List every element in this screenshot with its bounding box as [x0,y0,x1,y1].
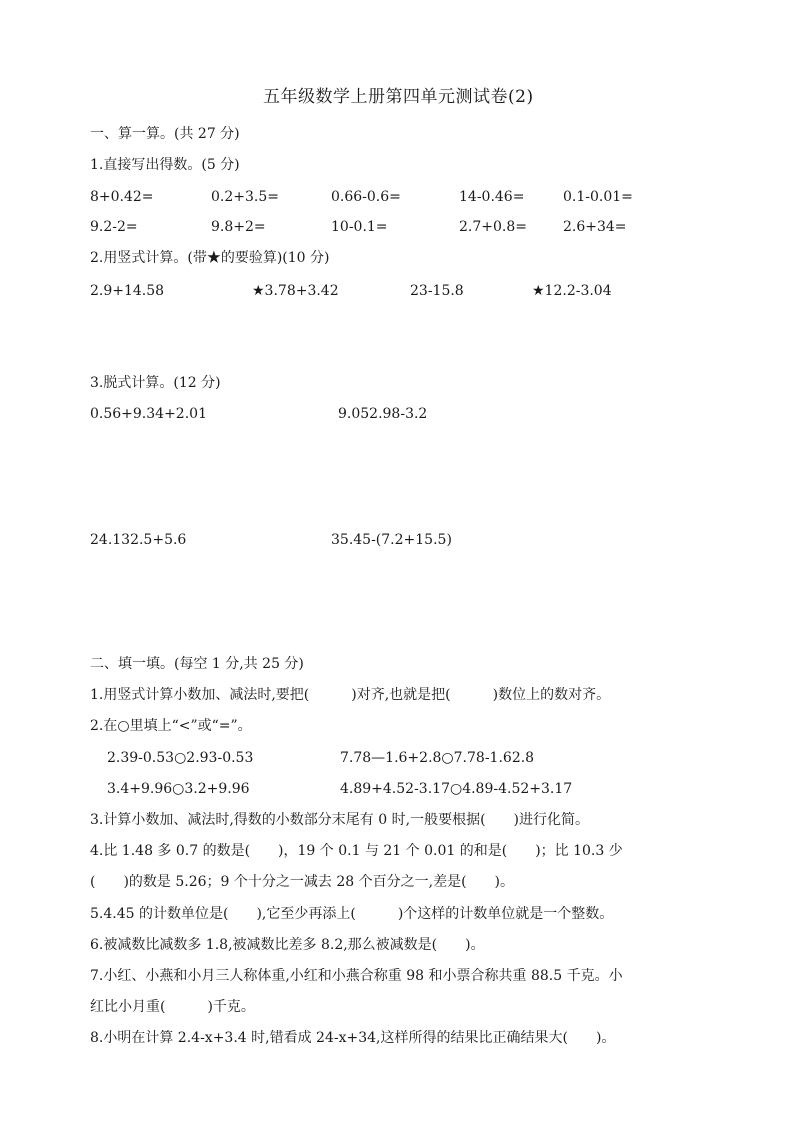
q2-heading: 2.用竖式计算。(带★的要验算)(10 分) [90,250,330,266]
compare-item: 4.89+4.52-3.17○4.89-4.52+3.17 [340,781,573,797]
q3-heading: 3.脱式计算。(12 分) [90,375,221,391]
fill-q4-line1: 4.比 1.48 多 0.7 的数是( )，19 个 0.1 与 21 个 0.01 的和是( )；比 10.3 少 [90,843,623,859]
fill-q5: 5.4.45 的计数单位是( ),它至少再添上( )个这样的计数单位就是一个整数。 [90,906,614,922]
fill-q8: 8.小明在计算 2.4-x+3.4 时,错看成 24-x+34,这样所得的结果比正确结果大( )。 [90,1030,616,1046]
oral-calc-item: 0.66-0.6= [331,189,401,205]
fill-q1: 1.用竖式计算小数加、减法时,要把( )对齐,也就是把( )数位上的数对齐。 [90,687,611,703]
fill-q6: 6.被减数比减数多 1.8,被减数比差多 8.2,那么被减数是( )。 [90,937,485,953]
compare-item: 3.4+9.96○3.2+9.96 [107,781,250,797]
vertical-calc-item: 23-15.8 [410,283,464,299]
vertical-calc-item: ★3.78+3.42 [252,283,339,299]
oral-calc-item: 2.6+34= [563,219,627,235]
compare-item: 2.39-0.53○2.93-0.53 [107,750,254,766]
step-calc-item: 24.132.5+5.6 [90,532,187,548]
page-title: 五年级数学上册第四单元测试卷(2) [263,87,534,107]
fill-q2-heading: 2.在○里填上“<”或“=”。 [90,718,252,734]
vertical-calc-item: ★12.2-3.04 [532,283,612,299]
q1-heading: 1.直接写出得数。(5 分) [90,157,240,173]
section-1-heading: 一、算一算。(共 27 分) [90,126,240,142]
fill-q4-line2: ( )的数是 5.26；9 个十分之一减去 28 个百分之一,差是( )。 [90,874,514,890]
section-2-heading: 二、填一填。(每空 1 分,共 25 分) [90,656,304,672]
oral-calc-item: 14-0.46= [459,189,525,205]
oral-calc-item: 10-0.1= [331,219,388,235]
compare-item: 7.78—1.6+2.8○7.78-1.62.8 [340,750,535,766]
oral-calc-item: 9.8+2= [211,219,266,235]
fill-q7-line2: 红比小月重( )千克。 [90,999,255,1015]
fill-q3: 3.计算小数加、减法时,得数的小数部分末尾有 0 时,一般要根据( )进行化简。 [90,812,589,828]
step-calc-item: 0.56+9.34+2.01 [90,406,207,422]
step-calc-item: 9.052.98-3.2 [338,406,428,422]
oral-calc-item: 9.2-2= [90,219,138,235]
step-calc-item: 35.45-(7.2+15.5) [331,532,452,548]
oral-calc-item: 8+0.42= [90,189,154,205]
vertical-calc-item: 2.9+14.58 [90,283,165,299]
oral-calc-item: 0.1-0.01= [563,189,633,205]
fill-q7-line1: 7.小红、小燕和小月三人称体重,小红和小燕合称重 98 和小票合称共重 88.5 千克。小 [90,968,623,984]
oral-calc-item: 0.2+3.5= [211,189,279,205]
oral-calc-item: 2.7+0.8= [459,219,527,235]
